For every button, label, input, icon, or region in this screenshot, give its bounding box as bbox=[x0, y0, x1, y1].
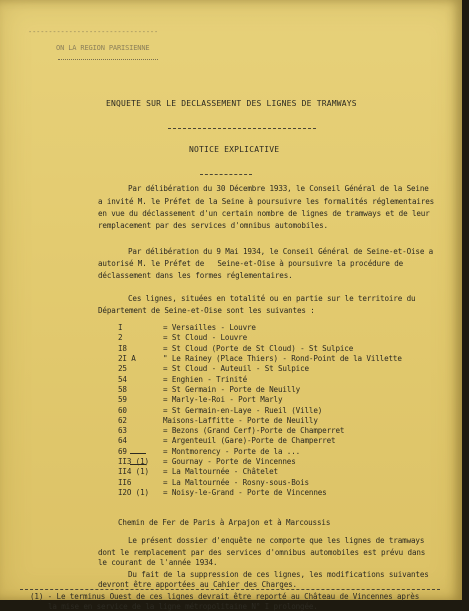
header-stamp-rule bbox=[58, 59, 158, 60]
para2-line-3: déclassement dans les formes réglementaires. bbox=[98, 271, 293, 280]
para4-line-1: Le présent dossier d'enquête ne comporte que les lignes de tramways bbox=[128, 536, 425, 545]
line-code: II3 (1) bbox=[118, 457, 149, 466]
title-rule bbox=[168, 128, 316, 129]
line-destination: " Le Rainey (Place Thiers) - Rond-Point de la Villette bbox=[163, 354, 402, 363]
line-destination: = Gournay - Porte de Vincennes bbox=[163, 457, 296, 466]
line-destination: = Noisy-le-Grand - Porte de Vincennes bbox=[163, 488, 327, 497]
para5-line-2: devront être apportées au Cahier des Charges. bbox=[98, 580, 297, 589]
line-destination: = La Maltournée - Rosny-sous-Bois bbox=[163, 478, 309, 487]
para1-line-1: Par délibération du 30 Décembre 1933, le Conseil Général de la Seine bbox=[128, 184, 429, 193]
line-code: 54 bbox=[118, 375, 127, 384]
line-code: 58 bbox=[118, 385, 127, 394]
line-destination: = Enghien - Trinité bbox=[163, 375, 248, 384]
line-code: I8 bbox=[118, 344, 127, 353]
footnote-rule bbox=[20, 589, 440, 590]
line-destination: = St Cloud - Louvre bbox=[163, 333, 248, 342]
para2-line-2: autorisé M. le Préfet de Seine-et-Oise à poursuivre la procédure de bbox=[98, 259, 404, 268]
line-code: 2 bbox=[118, 333, 123, 342]
line-destination: = Marly-le-Roi - Port Marly bbox=[163, 395, 283, 404]
para2-line-1: Par délibération du 9 Mai 1934, le Conseil Général de Seine-et-Oise a bbox=[128, 247, 434, 256]
para3-line-2: Département de Seine-et-Oise sont les suivantes : bbox=[98, 306, 315, 315]
para4-line-2: dont le remplacement par des services d'omnibus automobiles est prévu dans bbox=[98, 548, 426, 557]
line-code: 2I A bbox=[118, 354, 136, 363]
header-stamp-line-2: ON LA REGION PARISIENNE bbox=[56, 44, 150, 52]
line-code: 25 bbox=[118, 364, 127, 373]
line-destination: Chemin de Fer de Paris à Arpajon et à Marcoussis bbox=[118, 518, 331, 527]
para1-line-4: remplacement par des services d'omnibus automobiles. bbox=[98, 221, 328, 230]
doc-subtitle: NOTICE EXPLICATIVE bbox=[189, 145, 280, 154]
line-destination: = Versailles - Louvre bbox=[163, 323, 256, 332]
line-code: 60 bbox=[118, 406, 127, 415]
para4-line-3: le courant de l'année 1934. bbox=[98, 558, 218, 567]
line-destination: = St Germain - Porte de Neuilly bbox=[163, 385, 301, 394]
para1-line-3: en vue du déclassement d'un certain nombre de lignes de tramways et de leur bbox=[98, 209, 430, 218]
line-code: 59 bbox=[118, 395, 127, 404]
line-code: 64 bbox=[118, 436, 127, 445]
line-code: 62 bbox=[118, 416, 127, 425]
para5-line-1: Du fait de la suppression de ces lignes, les modifications suivantes bbox=[128, 570, 429, 579]
line-code: 63 bbox=[118, 426, 127, 435]
footnote-line-2: la mise en service de la ligne métropolitaine N° I prolongée. bbox=[48, 602, 318, 611]
footnote-line-1: (1) - Le terminus Ouest de ces lignes devrait être reporté au Château de Vincennes après bbox=[30, 592, 420, 601]
line-destination: = St Cloud - Auteuil - St Sulpice bbox=[163, 364, 309, 373]
ink-mark bbox=[130, 453, 146, 454]
line-destination: = Montmorency - Porte de la ... bbox=[163, 447, 301, 456]
para3-line-1: Ces lignes, situées en totalité ou en partie sur le territoire du bbox=[128, 294, 416, 303]
header-stamp-line-1: -------------------------------- bbox=[28, 28, 159, 36]
para1-line-2: a invité M. le Préfet de la Seine à poursuivre les formalités réglementaires bbox=[98, 197, 435, 206]
line-destination: = Argenteuil (Gare)-Porte de Champerret bbox=[163, 436, 336, 445]
line-code: I2O (1) bbox=[118, 488, 149, 497]
line-destination: = Bezons (Grand Cerf)-Porte de Champerret bbox=[163, 426, 345, 435]
line-code: II6 bbox=[118, 478, 132, 487]
line-code: II4 (1) bbox=[118, 467, 149, 476]
ink-mark bbox=[130, 464, 146, 465]
line-destination: = St Germain-en-Laye - Rueil (Ville) bbox=[163, 406, 323, 415]
subtitle-rule bbox=[200, 174, 252, 175]
line-destination: = La Maltournée - Châtelet bbox=[163, 467, 278, 476]
doc-title: ENQUETE SUR LE DECLASSEMENT DES LIGNES DE TRAMWAYS bbox=[106, 99, 357, 108]
line-code: I bbox=[118, 323, 123, 332]
line-code: 69 bbox=[118, 447, 127, 456]
line-destination: Maisons-Laffitte - Porte de Neuilly bbox=[163, 416, 318, 425]
line-destination: = St Cloud (Porte de St Cloud) - St Sulpice bbox=[163, 344, 354, 353]
